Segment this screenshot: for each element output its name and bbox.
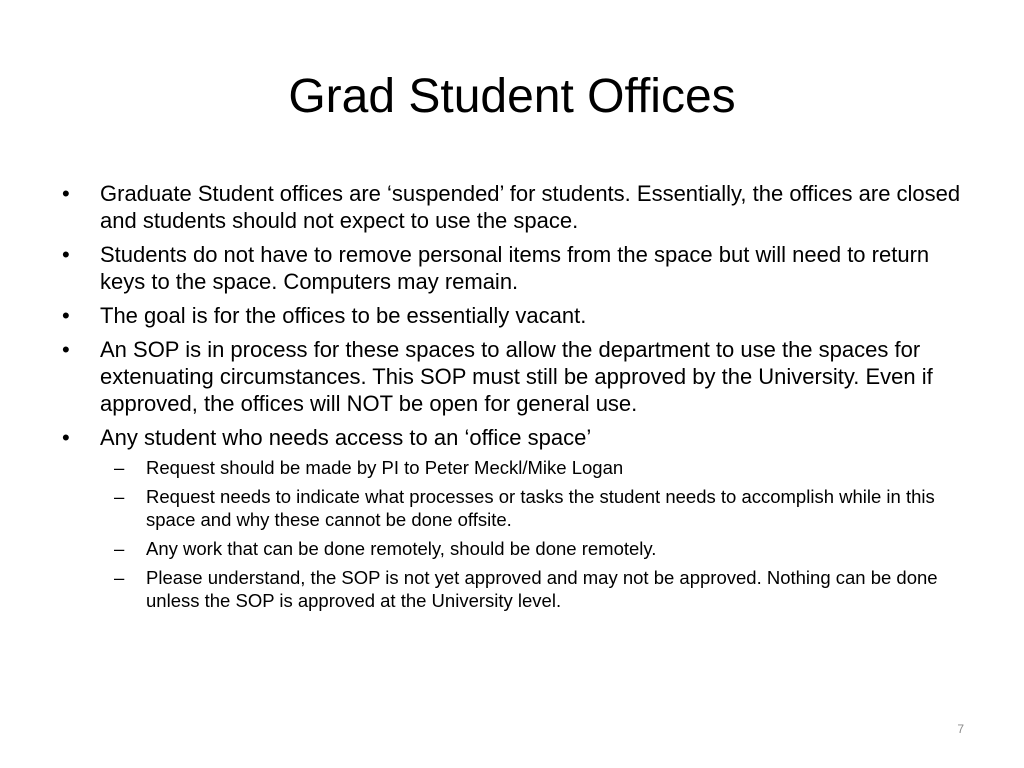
- bullet-text: An SOP is in process for these spaces to allow the department to use the spaces for extenuating circumstances. This SOP must still be approved by the University. Even if approved, the offices will NOT be open for general use.: [100, 337, 933, 416]
- sub-bullet-item: [100, 537, 962, 560]
- bullet-text: Students do not have to remove personal items from the space but will need to return keys to the space. Computers may remain.: [100, 242, 930, 294]
- sub-bullet-item: [100, 566, 962, 612]
- sub-bullet-marker: –: [114, 486, 125, 507]
- sub-bullet-item: [100, 485, 962, 531]
- bullet-item: [62, 336, 962, 417]
- bullet-text: Any student who needs access to an ‘office space’: [100, 425, 592, 450]
- sub-bullet-marker: –: [114, 538, 125, 559]
- sub-bullet-text: Request should be made by PI to Peter Meckl/Mike Logan: [146, 457, 624, 478]
- bullet-marker: •: [62, 303, 70, 328]
- page-number: 7: [957, 722, 964, 736]
- bullet-item: [62, 180, 962, 234]
- bullet-marker: •: [62, 181, 70, 206]
- sub-bullet-marker: –: [114, 567, 125, 588]
- bullet-list: [62, 180, 962, 619]
- bullet-item: [62, 241, 962, 295]
- bullet-item: [62, 302, 962, 329]
- sub-bullet-text: Request needs to indicate what processes or tasks the student needs to accomplish while in this space and why these cannot be done offsite.: [146, 486, 935, 530]
- bullet-text: The goal is for the offices to be essentially vacant.: [100, 303, 587, 328]
- bullet-text: Graduate Student offices are ‘suspended’ for students. Essentially, the offices are closed and students should not expect to use the space.: [100, 181, 961, 233]
- sub-bullet-item: [100, 456, 962, 479]
- sub-bullet-text: Any work that can be done remotely, should be done remotely.: [146, 538, 657, 559]
- bullet-item: [62, 424, 962, 612]
- bullet-marker: •: [62, 242, 70, 267]
- bullet-marker: •: [62, 425, 70, 450]
- sub-bullet-text: Please understand, the SOP is not yet approved and may not be approved. Nothing can be done unless the SOP is approved at the University level.: [146, 567, 938, 611]
- sub-bullet-marker: –: [114, 457, 125, 478]
- sub-bullet-list: [100, 456, 962, 612]
- bullet-marker: •: [62, 337, 70, 362]
- slide-title: Grad Student Offices: [288, 70, 736, 123]
